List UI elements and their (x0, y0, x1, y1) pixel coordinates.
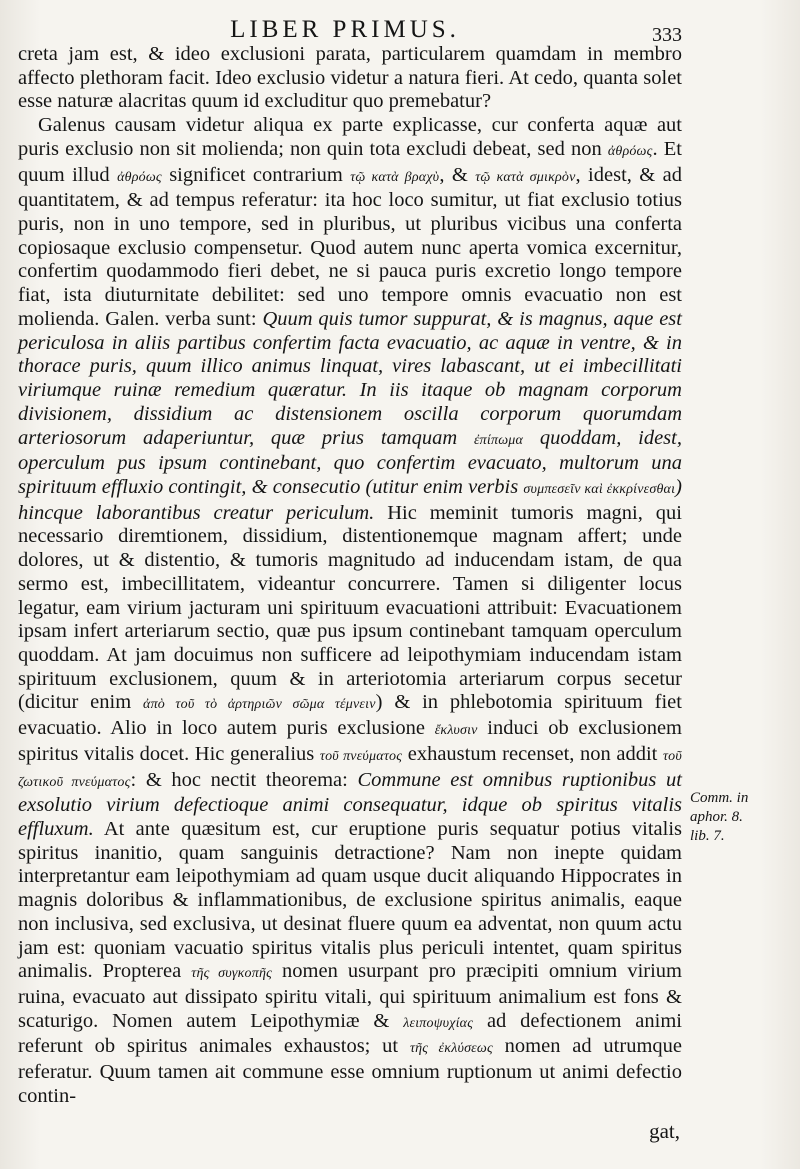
galen-quotation-end: ) hincque laborantibus creatur periculum. (18, 475, 682, 524)
greek-word: τῆς ἐκλύσεως (409, 1041, 493, 1057)
greek-word: ἔκλυσιν (434, 723, 478, 739)
greek-word: ἀπὸ τοῦ τὸ ἀρτηριῶν σῶμα τέμνειν (143, 697, 376, 713)
greek-word: τῷ κατὰ βραχὺ (350, 169, 440, 185)
greek-word: λειποψυχίας (403, 1015, 474, 1031)
margin-note-line: Comm. in (690, 790, 749, 806)
greek-word: τοῦ ζωτικοῦ πνεύματος (18, 748, 683, 790)
text-run: , & (439, 163, 476, 186)
margin-note-line: aphor. 8. (690, 809, 743, 825)
greek-word: τῆς συγκοπῆς (191, 966, 272, 982)
margin-note (690, 789, 780, 846)
page-number: 333 (652, 24, 682, 46)
galen-quotation-cont: quoddam, idest, operculum pus ipsum continebant, quo confertim evacuato, multorum una spirituum effluxio contingit, & consecutio (utitur enim verbis (18, 426, 682, 498)
margin-note-line: lib. 7. (690, 828, 725, 844)
greek-word: ἐπίπωμα (473, 432, 524, 448)
text-run: nomen usurpant pro præcipiti omnium virium ruina, evacuato aut dissipato spiritu vitali, qui spirituum animalium est fons & scaturigo. Nomen autem Leipothymiæ & (18, 960, 682, 1032)
greek-word: ἀθρόως (607, 143, 653, 159)
text-run: Galenus causam videtur aliqua ex parte explicasse, cur conferta aquæ aut puris exclusio non sit molienda; non quin tota excludi debeat, sed non (18, 114, 682, 160)
running-head: LIBER PRIMUS. (230, 16, 460, 43)
paragraph-1 (18, 43, 682, 114)
galen-quotation: Quum quis tumor suppurat, & is magnus, aque est periculosa in aliis partibus confertim facta evacuatio, ac aquæ in ventre, & in thorace puris, quum illico animus linquat, vires labascant, ut ei imbecillitati viriumque ruinæ remedium quæratur. In iis itaque ob magnam corporum divisionem, dissidium ac distensionem oscilla corporum quorumdam arteriosorum adaperiuntur, quæ prius tamquam (18, 307, 682, 449)
text-run: nomen ad utrumque referatur. Quum tamen ait commune esse omnium ruptionum ut animi defectio contin- (18, 1035, 683, 1107)
text-run: ) & in phlebotomia spirituum fiet evacuatio. Alio in loco autem puris exclusione (18, 691, 682, 740)
greek-word: τοῦ πνεύματος (319, 748, 403, 764)
theorem-quotation: Commune est omnibus ruptionibus ut exsolutio virium defectioque animi consequatur, idque ob spiritus vitalis effluxum. (18, 768, 683, 840)
text-run: , idest, & ad quantitatem, & ad tempus referatur: ita hoc loco sumitur, ut fiat exclusio totius puris, non in uno tempore, sed in pluribus, ut pluribus vicibus una conferta copiosaque exclusio compensetur. Quod autem nunc aperta vomica excernitur, confertim quodammodo fieri debet, ne si pauca puris excretio longo tempore fiat, ista diuturnitate debilitet: sed uno tempore omnis evacuatio non est molienda. Galen. verba sunt: (18, 163, 682, 330)
paragraph-2 (18, 114, 682, 1108)
greek-word: τῷ κατὰ σμικρὸν (475, 169, 576, 185)
text-run: exhaustum recenset, non addit (402, 742, 663, 765)
body-text (18, 43, 682, 1109)
text-run: ad defectionem animi referunt ob spiritus animales exhaustos; ut (18, 1009, 682, 1058)
greek-word: ἀθρόως (117, 169, 162, 185)
catchword: gat, (649, 1119, 680, 1143)
text-run: induci ob exclusionem spiritus vitalis docet. Hic generalius (18, 717, 682, 765)
text-run: At ante quæsitum est, cur eruptione puris sequatur potius vitalis spiritus inanitio, quam sanguinis detractione? Nam non inepte quidam interpretantur eam leipothymiam ad quam usque ducit aliquando Hippocrates in magnis doloribus & inflammationibus, de exclusione spiritus animalis, eaque non inclusiva, sed exclusiva, ut desinat fluere quum ea adventat, non quum actu jam est: quoniam vacuatio spiritus vitalis plus periculi intentet, quam spiritus animalis. Propterea (18, 818, 682, 983)
text-run: Hic meminit tumoris magni, qui necessario diremtionem, dissidium, distentionemque magnam affert; unde dolores, ut & distentio, & tumoris magnitudo ad inducendam istam, de qua sermo est, imbecillitatem, videantur concurrere. Tamen si diligenter locus legatur, eam virium jacturam uni spirituum evacuationi attribuit: Evacuationem ipsam infert arteriarum sectio, quæ pus ipsum continebant tamquam operculum quoddam. At jam docuimus non sufficere ad leipothymiam inducendam istam spirituum exclusionem, quum & in arteriotomia arteriarum corpus secetur (dicitur enim (18, 501, 682, 714)
greek-word: συμπεσεῖν καὶ ἐκκρίνεσθαι (523, 481, 676, 497)
text-run: . Et quum illud (18, 137, 682, 186)
text-run: significet contrarium (161, 163, 351, 186)
text-run: : & hoc nectit theorema: (130, 768, 358, 791)
text-run: creta jam est, & ideo exclusioni parata, particularem quamdam in membro affecto plethoram facit. Ideo exclusio videtur a natura fieri. At cedo, quanta solet esse naturæ alacritas quum id excluditur quo premebatur? (18, 43, 682, 113)
